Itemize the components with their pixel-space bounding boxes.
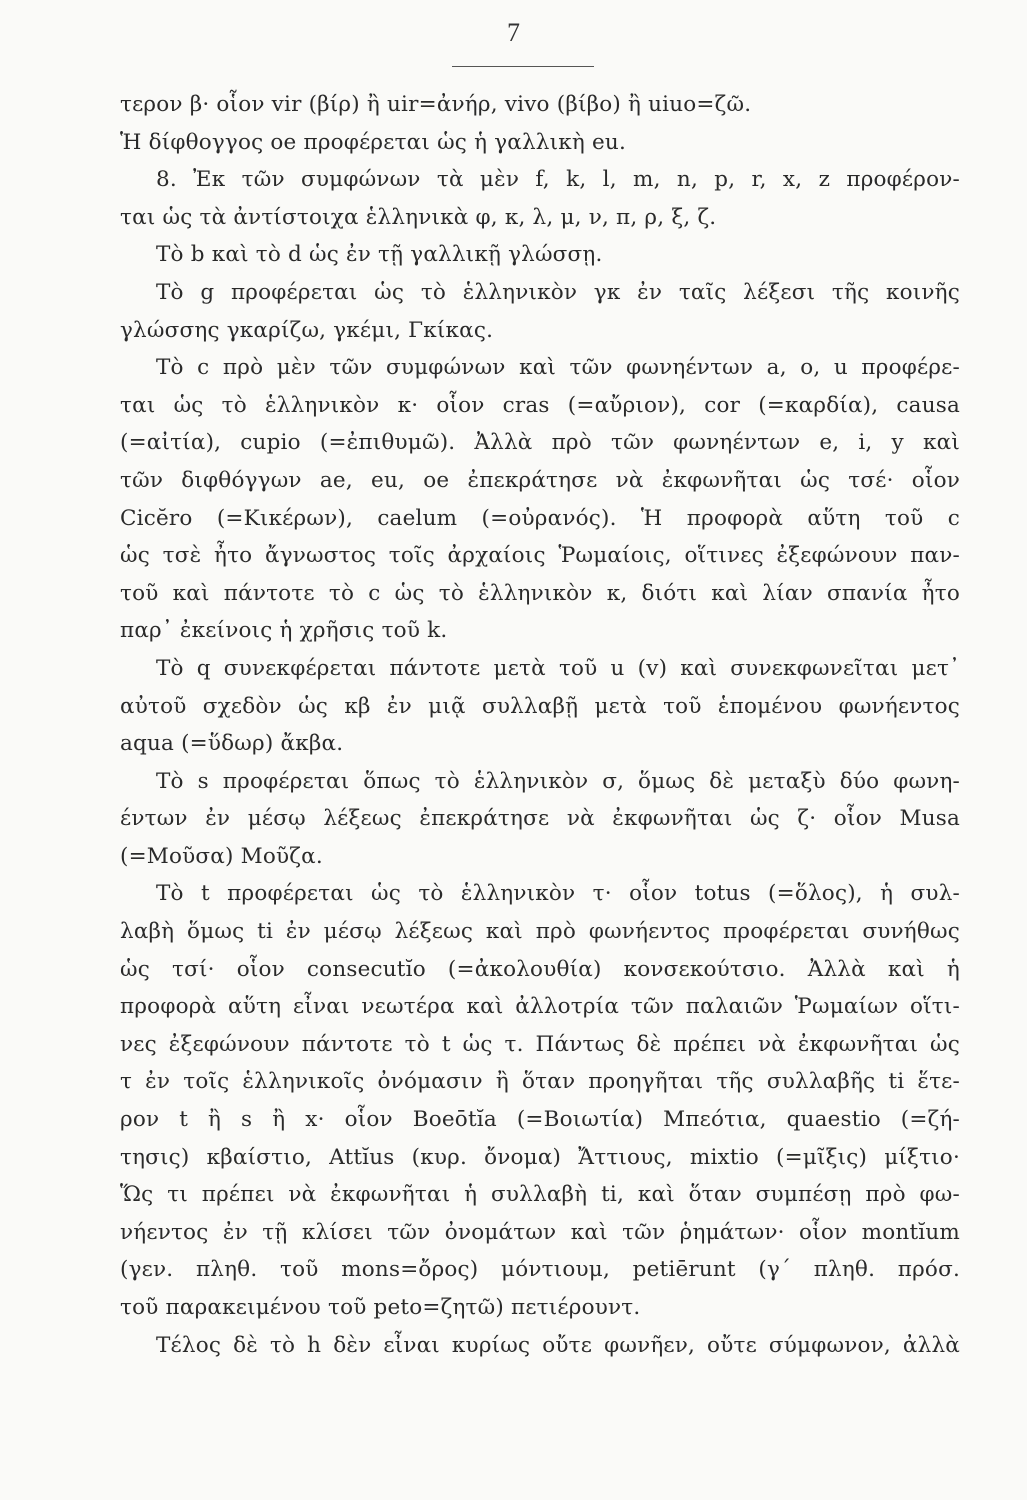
text-line: αὐτοῦ σχεδὸν ὡς κβ ἐν μιᾷ συλλαβῇ μετὰ τοῦ ἑπομένου φωνήεντος bbox=[120, 693, 960, 719]
text-line: Τὸ c πρὸ μὲν τῶν συμφώνων καὶ τῶν φωνηέντων a, o, u προφέρε- bbox=[156, 355, 960, 381]
text-line: ρον t ἢ s ἢ x· οἷον Boeōtĭa (=Βοιωτία) Μπεότια, quaestio (=ζή- bbox=[120, 1107, 960, 1133]
text-line: Τέλος δὲ τὸ h δὲν εἶναι κυρίως οὔτε φωνῆεν, οὔτε σύμφωνον, ἀλλὰ bbox=[156, 1332, 960, 1358]
body-text bbox=[120, 86, 960, 1364]
text-line: τερον β· οἷον vir (βίρ) ἢ uir=ἀνήρ, vivo (βίβο) ἢ uiuo=ζῶ. bbox=[120, 92, 752, 117]
text-line: νες ἐξεφώνουν πάντοτε τὸ t ὡς τ. Πάντως δὲ πρέπει νὰ ἐκφωνῆται ὡς bbox=[120, 1031, 960, 1057]
text-line: aqua (=ὕδωρ) ἄκβα. bbox=[120, 731, 344, 757]
text-line: νήεντος ἐν τῇ κλίσει τῶν ὀνομάτων καὶ τῶν ῥημάτων· οἷον montĭum bbox=[120, 1219, 960, 1245]
text-line: Τὸ q συνεκφέρεται πάντοτε μετὰ τοῦ u (v) καὶ συνεκφωνεῖται μετ᾽ bbox=[156, 655, 960, 681]
text-line: Τὸ g προφέρεται ὡς τὸ ἑλληνικὸν γκ ἐν ταῖς λέξεσι τῆς κοινῆς bbox=[156, 279, 960, 305]
text-line: λαβὴ ὅμως ti ἐν μέσῳ λέξεως καὶ πρὸ φωνήεντος προφέρεται συνήθως bbox=[120, 919, 960, 945]
text-line: (=αἰτία), cupio (=ἐπιθυμῶ). Ἀλλὰ πρὸ τῶν φωνηέντων e, i, y καὶ bbox=[120, 430, 960, 456]
text-line: (=Μοῦσα) Μοῦζα. bbox=[120, 843, 323, 869]
text-line: Cicĕro (=Κικέρων), caelum (=οὐρανός). Ἡ προφορὰ αὕτη τοῦ c bbox=[120, 505, 960, 531]
text-line: παρ᾽ ἐκείνοις ἡ χρῆσις τοῦ k. bbox=[120, 618, 448, 644]
text-line: Ἡ δίφθογγος oe προφέρεται ὡς ἡ γαλλικὴ eu. bbox=[120, 129, 626, 155]
page-number-rule bbox=[452, 66, 594, 67]
text-line: προφορὰ αὕτη εἶναι νεωτέρα καὶ ἀλλοτρία τῶν παλαιῶν Ῥωμαίων οἵτι- bbox=[120, 994, 960, 1020]
text-line: Τὸ t προφέρεται ὡς τὸ ἑλληνικὸν τ· οἷον totus (=ὅλος), ἡ συλ- bbox=[156, 881, 960, 907]
text-line: ὡς τσὲ ἦτο ἄγνωστος τοῖς ἀρχαίοις Ῥωμαίοις, οἵτινες ἐξεφώνουν παν- bbox=[120, 543, 960, 569]
text-line: ται ὡς τὰ ἀντίστοιχα ἑλληνικὰ φ, κ, λ, μ, ν, π, ρ, ξ, ζ. bbox=[120, 204, 717, 230]
text-line: (γεν. πληθ. τοῦ mons=ὄρος) μόντιουμ, petiērunt (γ´ πληθ. πρόσ. bbox=[120, 1257, 960, 1283]
text-line: Ὥς τι πρέπει νὰ ἐκφωνῆται ἡ συλλαβὴ ti, καὶ ὅταν συμπέσῃ πρὸ φω- bbox=[120, 1182, 960, 1208]
text-line: τησις) κβαίστιο, Attĭus (κυρ. ὄνομα) Ἄττιους, mixtio (=μῖξις) μίξτιο· bbox=[120, 1144, 960, 1170]
page-number: 7 bbox=[507, 18, 520, 47]
text-line: ται ὡς τὸ ἑλληνικὸν κ· οἷον cras (=αὔριον), cor (=καρδία), causa bbox=[120, 392, 960, 418]
text-line: τοῦ παρακειμένου τοῦ peto=ζητῶ) πετιέρουντ. bbox=[120, 1295, 641, 1320]
text-line: τοῦ καὶ πάντοτε τὸ c ὡς τὸ ἑλληνικὸν κ, διότι καὶ λίαν σπανία ἦτο bbox=[120, 580, 960, 606]
text-line: Τὸ s προφέρεται ὅπως τὸ ἑλληνικὸν σ, ὅμως δὲ μεταξὺ δύο φωνη- bbox=[156, 768, 960, 794]
text-line: γλώσσης γκαρίζω, γκέμι, Γκίκας. bbox=[120, 317, 494, 343]
text-line: 8. Ἐκ τῶν συμφώνων τὰ μὲν f, k, l, m, n, p, r, x, z προφέρον- bbox=[156, 167, 960, 193]
text-line: τῶν διφθόγγων ae, eu, oe ἐπεκράτησε νὰ ἐκφωνῆται ὡς τσέ· οἷον bbox=[120, 467, 960, 493]
text-line: ὡς τσί· οἷον consecutĭo (=ἀκολουθία) κονσεκούτσιο. Ἀλλὰ καὶ ἡ bbox=[120, 956, 960, 982]
text-line: έντων ἐν μέσῳ λέξεως ἐπεκράτησε νὰ ἐκφωνῆται ὡς ζ· οἷον Musa bbox=[120, 806, 960, 832]
text-line: τ ἐν τοῖς ἑλληνικοῖς ὀνόμασιν ἢ ὅταν προηγῆται τῆς συλλαβῆς ti ἕτε- bbox=[120, 1069, 960, 1095]
text-line: Τὸ b καὶ τὸ d ὡς ἐν τῇ γαλλικῇ γλώσσῃ. bbox=[156, 242, 603, 268]
